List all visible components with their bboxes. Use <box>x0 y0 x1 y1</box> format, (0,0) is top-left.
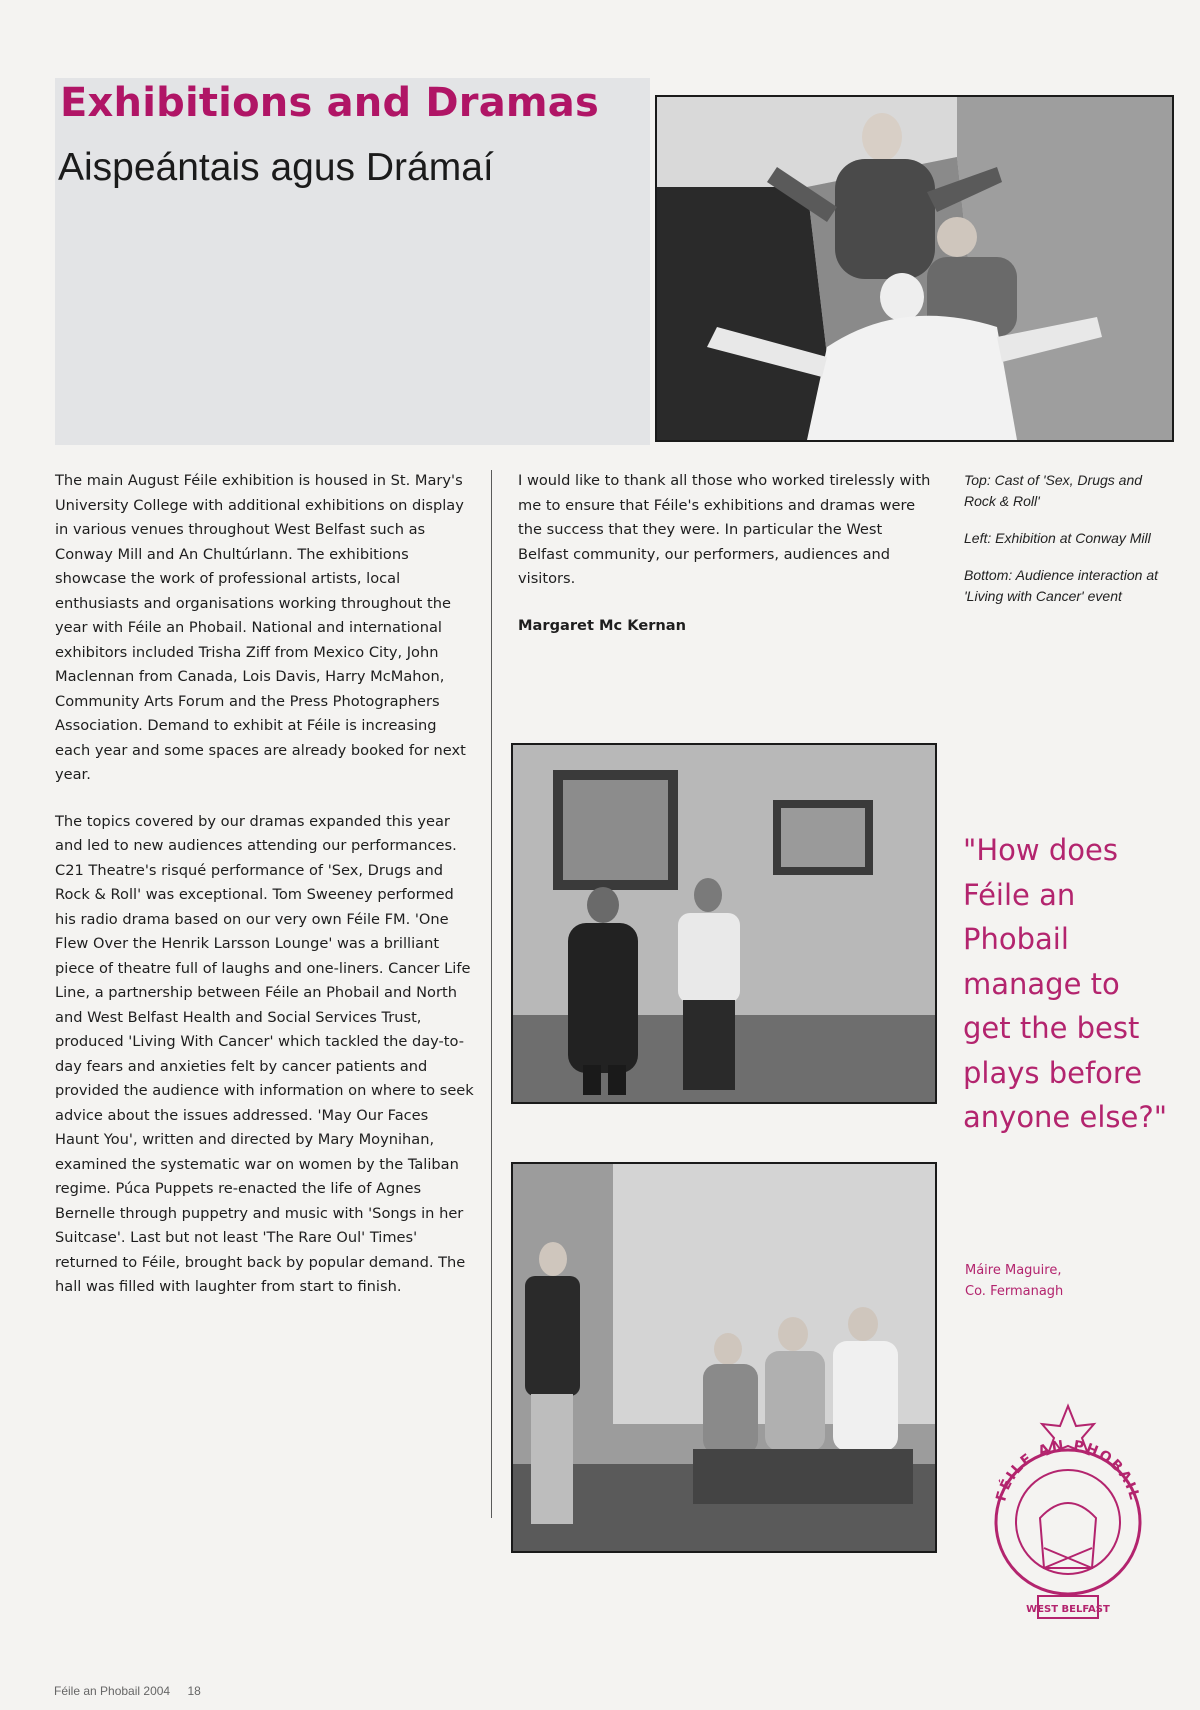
header-panel <box>55 78 650 445</box>
photo-captions <box>964 470 1164 623</box>
photo-cast <box>655 95 1174 442</box>
logo-top-text: FÉILE AN PHOBAIL <box>993 1437 1143 1504</box>
article-paragraph: The main August Féile exhibition is housed in St. Mary's University College with additional exhibitions on display in various venues throughout West Belfast such as Conway Mill and An Chultúrlann. The exhibitions showcase the work of professional artists, local enthusiasts and organisations working throughout the year with Féile an Phobail. National and international exhibitors included Trisha Ziff from Mexico City, John Maclennan from Canada, Lois Davis, Harry McMahon, Community Arts Forum and the Press Photographers Association. Demand to exhibit at Féile is increasing each year and some spaces are already booked for next year. <box>55 472 466 783</box>
caption-bottom: Bottom: Audience interaction at 'Living with Cancer' event <box>964 567 1159 604</box>
author-signature: Margaret Mc Kernan <box>518 616 687 634</box>
caption-left: Left: Exhibition at Conway Mill <box>964 530 1151 546</box>
article-column-1 <box>55 469 475 1322</box>
column-divider <box>491 470 492 1518</box>
page-footer <box>54 1684 201 1698</box>
publication-name: Féile an Phobail 2004 <box>54 1684 171 1698</box>
pull-quote: "How does Féile an Phobail manage to get the best plays before anyone else?" <box>963 833 1168 1134</box>
article-paragraph: I would like to thank all those who worked tirelessly with me to ensure that Féile's exhibitions and dramas were the success that they were. In particular the West Belfast community, our performers, audiences and visitors. <box>518 472 931 587</box>
feile-logo <box>982 1398 1154 1630</box>
photo-audience <box>511 1162 937 1553</box>
page-title: Exhibitions and Dramas <box>60 80 600 126</box>
article-paragraph: The topics covered by our dramas expanded this year and led to new audiences attending our performances. C21 Theatre's risqué performance of 'Sex, Drugs and Rock & Roll' was exceptional. Tom Sweeney performed his radio drama based on our very own Féile FM. 'One Flew Over the Henrik Larsson Lounge' was a brilliant piece of theatre full of laughs and one-liners. Cancer Life Line, a partnership between Féile an Phobail and North and West Belfast Health and Social Services Trust, produced 'Living With Cancer' which tackled the day-to-day fears and anxieties felt by cancer patients and provided the audience with information on where to seek advice about the issues addressed. 'May Our Faces Haunt You', written and directed by Mary Moynihan, examined the systematic war on women by the Taliban regime. Púca Puppets re-enacted the life of Agnes Bernelle through puppetry and music with 'Songs in her Suitcase'. Last but not least 'The Rare Oul' Times' returned to Féile, brought back by popular demand. The hall was filled with laughter from start to finish. <box>55 812 474 1295</box>
quote-author: Máire Maguire, <box>965 1263 1062 1278</box>
photo-exhibition <box>511 743 937 1104</box>
quote-attribution <box>965 1260 1145 1302</box>
logo-bottom-text: WEST BELFAST <box>1026 1604 1110 1615</box>
page-subtitle: Aispeántais agus Drámaí <box>58 146 494 189</box>
quote-location: Co. Fermanagh <box>965 1284 1064 1299</box>
caption-top: Top: Cast of 'Sex, Drugs and Rock & Roll' <box>964 472 1143 509</box>
page-number: 18 <box>187 1684 201 1698</box>
article-column-2 <box>518 469 936 638</box>
